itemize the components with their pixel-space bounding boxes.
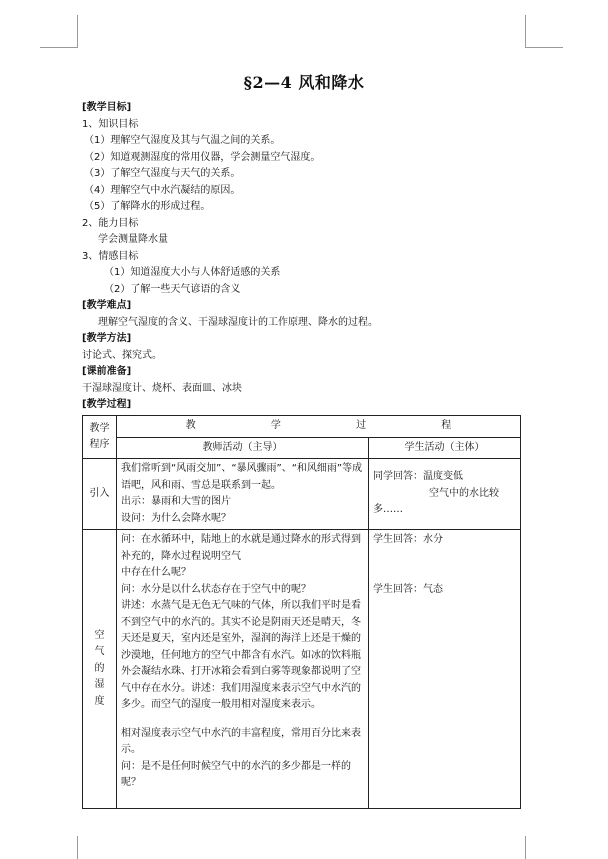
difficulty-header: [教学难点] (82, 300, 132, 311)
teacher-cell (117, 530, 369, 809)
step-cell: 引入 (83, 459, 117, 530)
teacher-line: 问：水分是以什么状态存在于空气中的呢？ (121, 583, 311, 595)
teacher-line: 出示：暴雨和大雪的图片 (121, 496, 231, 507)
method-text: 讨论式、探究式。 (82, 349, 162, 361)
method-header: [教学方法] (82, 333, 132, 344)
teacher-line: 中存在什么呢？ (121, 567, 191, 578)
teacher-line: 设问：为什么会降水呢？ (121, 512, 231, 524)
emotion-item: （2）了解一些天气谚语的含义 (104, 283, 241, 295)
knowledge-header: 1、知识目标 (82, 118, 139, 130)
student-activity-header: 学生活动（主体） (369, 437, 521, 459)
student-line: 学生回答：气态 (373, 583, 443, 595)
prep-text: 干湿球湿度计、烧杯、表面皿、冰块 (82, 382, 242, 394)
teacher-line: 问：在水循环中，陆地上的水就是通过降水的形式得到补充的，降水过程说明空气 (121, 534, 361, 562)
page-title: §2—4 风和降水 (243, 73, 365, 92)
crop-mark-top-right-h (525, 47, 563, 48)
col-steps-header: 教学程序 (83, 416, 117, 459)
emotion-header: 3、情感目标 (82, 250, 139, 262)
student-cell (369, 459, 521, 530)
student-line: 同学回答：温度变低 (373, 471, 463, 483)
step-cell: 空气的湿度 (83, 530, 117, 809)
teacher-line: 相对湿度表示空气中水汽的丰富程度，常用百分比来表示。 (121, 727, 361, 755)
student-line: 多…… (373, 504, 403, 516)
knowledge-item: （5）了解降水的形成过程。 (84, 201, 211, 212)
student-line: 空气中的水比较 (429, 487, 499, 499)
crop-mark-bottom-right-v (525, 836, 526, 859)
student-line: 学生回答：水分 (373, 534, 443, 545)
student-gap (373, 549, 516, 582)
process-header-cell: 教 学 过 程 (117, 416, 521, 438)
student-cell (369, 530, 521, 809)
process-header: [教学过程] (82, 399, 132, 410)
knowledge-item: （1）理解空气湿度及其与气温之间的关系。 (84, 135, 281, 146)
teaching-process-table (82, 415, 521, 809)
table-subheader-row (83, 437, 521, 459)
difficulty-text: 理解空气湿度的含义、干湿球湿度计的工作原理、降水的过程。 (98, 316, 378, 328)
teacher-line-gap (121, 714, 364, 726)
goals-header: [教学目标] (82, 102, 132, 113)
knowledge-item: （3）了解空气湿度与天气的关系。 (84, 168, 241, 179)
teacher-activity-header: 教师活动（主导） (117, 437, 369, 459)
crop-mark-top-left-v (77, 15, 78, 48)
crop-mark-top-right-v (525, 15, 526, 48)
teacher-line: 我们常听到“风雨交加”、“暴风骤雨”、“和风细雨”等成语吧，风和雨、雪总是联系到一起。 (121, 463, 363, 491)
table-row (83, 530, 521, 809)
teacher-line: 问：是不是任何时候空气中的水汽的多少都是一样的呢？ (121, 760, 351, 788)
document-body (82, 100, 522, 414)
prep-header: [课前准备] (82, 366, 132, 377)
teacher-line: 讲述：水蒸气是无色无气味的气体，所以我们平时是看不到空气中的水汽的。其实不论是阴雨天还是晴天，冬天还是夏天，室内还是室外，湿润的海洋上还是干燥的沙漠地，任何地方的空气中都含有水汽。如冰的饮料瓶外会凝结水珠、打开冰箱会看到白雾等现象都说明了空气中存在水分。讲述：我们用湿度来表示空气中水汽的多少。而空气的湿度一般用相对湿度来表示。 (121, 600, 361, 710)
knowledge-item: （4）理解空气中水汽凝结的原因。 (84, 184, 241, 196)
crop-mark-top-left-h (40, 47, 78, 48)
knowledge-item: （2）知道观测湿度的常用仪器，学会测量空气湿度。 (84, 151, 321, 163)
emotion-item: （1）知道湿度大小与人体舒适感的关系 (104, 267, 281, 278)
teacher-cell (117, 459, 369, 530)
table-row (83, 459, 521, 530)
crop-mark-bottom-left-v (77, 836, 78, 859)
ability-text: 学会测量降水量 (98, 234, 168, 245)
ability-header: 2、能力目标 (82, 217, 139, 229)
table-header-row (83, 416, 521, 438)
